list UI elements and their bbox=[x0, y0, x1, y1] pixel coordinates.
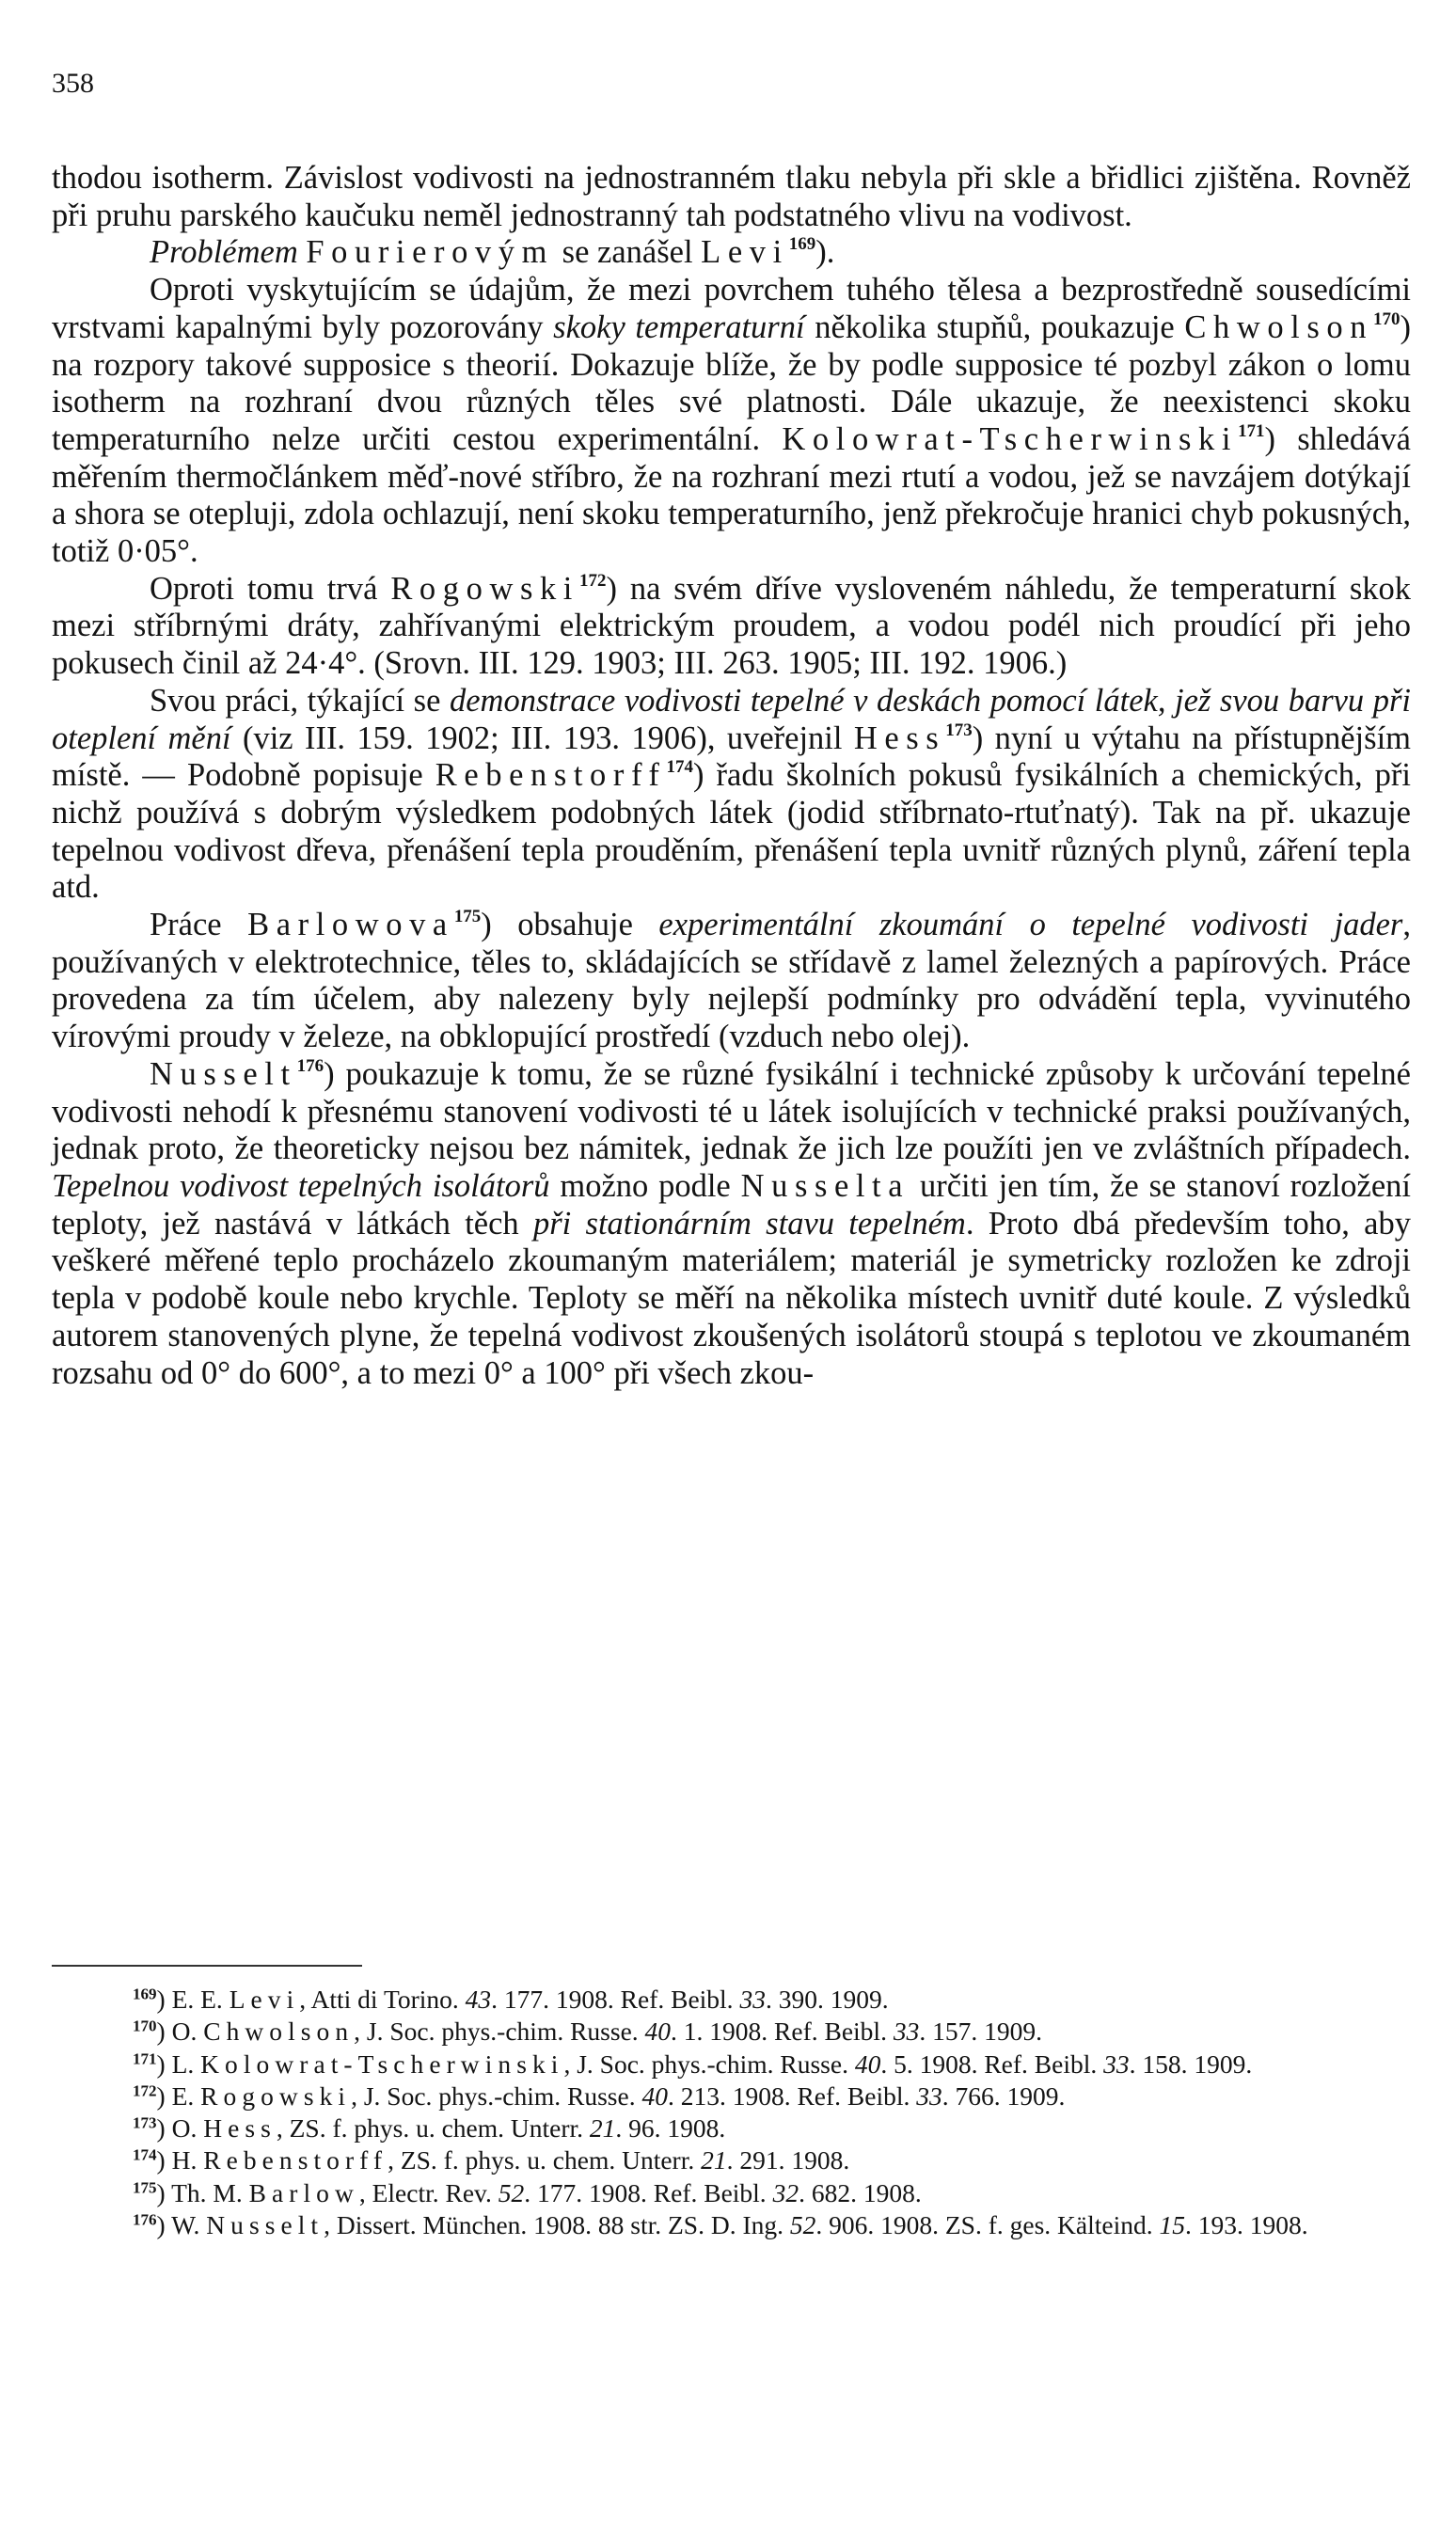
author-name: Fourierovým bbox=[306, 234, 555, 271]
author-name: Barlowova bbox=[247, 907, 454, 943]
text-run: Oproti vyskytujícím se údajům, že mezi povrchem tuhého tělesa a bezprostředně sousedícími vrstvami kapalnými byly pozorovány bbox=[52, 272, 1411, 345]
text-run: ) obsahuje bbox=[481, 907, 659, 943]
footnote-ref: 170 bbox=[133, 2017, 157, 2035]
body-text bbox=[52, 160, 1411, 1392]
italic-text: při stationárním stavu tepelném bbox=[532, 1205, 966, 1242]
footnote-ref: 173 bbox=[945, 720, 973, 740]
footnote-ref: 173 bbox=[133, 2113, 157, 2132]
italic-text: 52 bbox=[498, 2177, 525, 2207]
footnote-ref: 172 bbox=[133, 2081, 157, 2100]
author-name: Hess bbox=[203, 2113, 277, 2143]
text-run: ) E. bbox=[156, 2080, 201, 2111]
text-run: . 213. 1908. Ref. Beibl. bbox=[667, 2080, 917, 2111]
text-run: . 177. 1908. Ref. Beibl. bbox=[491, 1985, 740, 2014]
footnote-ref: 172 bbox=[579, 570, 607, 591]
italic-text: Problémem bbox=[150, 234, 298, 271]
footnote bbox=[52, 2080, 1411, 2112]
footnote bbox=[52, 2177, 1411, 2209]
paragraph bbox=[52, 234, 1411, 272]
text-run: ) O. bbox=[156, 2017, 204, 2047]
text-run: , používaných v elektrotechnice, těles to, skládajících se střídavě z lamel železných a papírových. Práce provedena za tím účelem, aby nalezeny byly nejlepší podmínky pro odvádění tepla, vyvinutého vírovými proudy v železe, na obklopující prostředí (vzduch nebo olej). bbox=[52, 907, 1411, 1055]
footnote bbox=[52, 2049, 1411, 2080]
footnote-ref: 171 bbox=[1238, 420, 1265, 441]
author-name: Barlow bbox=[248, 2177, 359, 2207]
italic-text: 32 bbox=[772, 2177, 799, 2207]
italic-text: 43 bbox=[465, 1985, 492, 2014]
italic-text: experimentální zkoumání o tepelné vodivosti jader bbox=[658, 907, 1403, 943]
text-run: , J. Soc. phys.-chim. Russe. bbox=[354, 2017, 645, 2047]
author-name: Levi bbox=[229, 1985, 300, 2014]
text-run: , J. Soc. phys.-chim. Russe. bbox=[563, 2049, 855, 2079]
text-run: , J. Soc. phys.-chim. Russe. bbox=[351, 2080, 642, 2111]
text-run: , Electr. Rev. bbox=[358, 2177, 499, 2207]
italic-text: 52 bbox=[789, 2210, 816, 2240]
text-run: (viz III. 159. 1902; III. 193. 1906), uveřejnil bbox=[230, 720, 854, 756]
footnote bbox=[52, 2209, 1411, 2241]
text-run: . 682. 1908. bbox=[799, 2177, 922, 2207]
italic-text: Tepelnou vodivost tepelných isolátorů bbox=[52, 1167, 550, 1204]
footnotes bbox=[52, 1984, 1411, 2241]
text-run: Oproti tomu trvá bbox=[150, 570, 391, 607]
text-run: . 1. 1908. Ref. Beibl. bbox=[671, 2017, 894, 2047]
text-run: . 906. 1908. ZS. f. ges. Kälteind. bbox=[815, 2210, 1160, 2240]
italic-text: 21 bbox=[701, 2145, 727, 2175]
text-run: , Atti di Torino. bbox=[299, 1985, 466, 2014]
footnote bbox=[52, 2144, 1411, 2176]
text-run: . 193. 1908. bbox=[1184, 2210, 1308, 2240]
text-run: Práce bbox=[150, 907, 248, 943]
italic-text: 40 bbox=[644, 2017, 672, 2047]
footnote-ref: 174 bbox=[133, 2146, 157, 2165]
footnote-ref: 169 bbox=[133, 1985, 157, 2003]
text-run: , ZS. f. phys. u. chem. Unterr. bbox=[276, 2113, 590, 2143]
footnote-ref: 174 bbox=[666, 757, 693, 778]
footnote-separator bbox=[52, 1965, 362, 1967]
text-run: ) na rozpory takové supposice s theorií. Dokazuje blíže, že by podle supposice té pozbyl zákon o lomu isotherm na rozhraní dvou různých těles své platnosti. Dále ukazuje, že neexistenci skoku temperaturního nelze určiti cestou experimentální. bbox=[52, 308, 1411, 457]
text-run: ) H. bbox=[156, 2145, 204, 2175]
italic-text: 33 bbox=[916, 2080, 942, 2111]
paragraph bbox=[52, 160, 1411, 234]
author-name: Rebenstorff bbox=[435, 757, 667, 794]
author-name: Nusselta bbox=[740, 1167, 910, 1204]
text-run: . 766. 1909. bbox=[942, 2080, 1066, 2111]
italic-text: demonstrace vodivosti tepelné v deskách pomocí látek, jež svou barvu při oteplení mění bbox=[52, 682, 1412, 756]
paragraph bbox=[52, 272, 1411, 571]
text-run: se zanášel bbox=[554, 234, 702, 271]
footnote-ref: 175 bbox=[133, 2178, 157, 2197]
author-name: Nusselt bbox=[150, 1055, 297, 1092]
text-run: . Proto dbá především toho, aby veškeré měřené teplo procházelo zkoumaným materiálem; materiál je symetricky rozložen ke zdroji tepla v podobě koule nebo krychle. Teploty se měří na několika místech uvnitř duté koule. Z výsledků autorem stanovených plyne, že tepelná vodivost zkoušených isolátorů stoupá s teplotou ve zkoumaném rozsahu od 0° do 600°, a to mezi 0° a 100° při všech zkou- bbox=[52, 1205, 1411, 1391]
text-run: možno podle bbox=[549, 1167, 741, 1204]
text-run: několika stupňů, poukazuje bbox=[804, 308, 1185, 345]
italic-text: 15 bbox=[1159, 2210, 1185, 2240]
text-run: ) řadu školních pokusů fysikálních a chemických, při nichž používá s dobrým výsledkem podobných látek (jodid stříbrnato-rtuťnatý). Tak na př. ukazuje tepelnou vodivost dřeva, přenášení tepla prouděním, přenášení tepla uvnitř různých plynů, záření tepla atd. bbox=[52, 757, 1412, 906]
text-run: . 158. 1909. bbox=[1129, 2049, 1253, 2079]
text-run: . 96. 1908. bbox=[615, 2113, 726, 2143]
text-run: ). bbox=[815, 234, 835, 271]
text-run: ) nyní u výtahu na přístupnějším místě. — Podobně popisuje bbox=[52, 720, 1411, 794]
italic-text: skoky temperaturní bbox=[553, 308, 805, 345]
author-name: Rogowski bbox=[200, 2080, 352, 2111]
page-number: 358 bbox=[52, 68, 94, 99]
text-run: ) W. bbox=[156, 2210, 207, 2240]
author-name: Hess bbox=[853, 720, 946, 756]
footnote bbox=[52, 2016, 1411, 2048]
footnote bbox=[52, 2112, 1411, 2144]
italic-text: 21 bbox=[589, 2113, 616, 2143]
text-run: ) E. E. bbox=[156, 1985, 229, 2014]
author-name: Rebenstorff bbox=[203, 2145, 388, 2175]
italic-text: 33 bbox=[739, 1985, 766, 2014]
paragraph bbox=[52, 907, 1411, 1056]
footnote bbox=[52, 1984, 1411, 2016]
paragraph bbox=[52, 1056, 1411, 1392]
italic-text: 40 bbox=[641, 2080, 668, 2111]
text-run: ) O. bbox=[156, 2113, 204, 2143]
author-name: Nusselt bbox=[206, 2210, 324, 2240]
text-run: ) shledává měřením thermočlánkem měď-nové stříbro, že na rozhraní mezi rtutí a vodou, jež se navzájem dotýkají a shora se otepluji, zdola ochlazují, není skoku temperaturního, jenž překročuje hranici chyb pokusných, totiž 0·05°. bbox=[52, 420, 1411, 570]
text-run: . 177. 1908. Ref. Beibl. bbox=[524, 2177, 773, 2207]
footnote-ref: 169 bbox=[788, 234, 816, 255]
text-run: ) poukazuje k tomu, že se různé fysikální i technické způsoby k určování tepelné vodivosti nehodí k přesnému stanovení vodivosti té u látek isolujících v technické praksi používaných, jednak proto, že theoreticky nejsou bez námitek, jednak že jich lze použíti jen ve zvláštních případech. bbox=[52, 1055, 1411, 1167]
italic-text: 33 bbox=[1103, 2049, 1130, 2079]
text-run: Svou práci, týkající se bbox=[150, 682, 450, 719]
italic-text: 40 bbox=[854, 2049, 881, 2079]
text-run: . 157. 1909. bbox=[919, 2017, 1042, 2047]
text-run: . 390. 1909. bbox=[765, 1985, 889, 2014]
author-name: Kolowrat-Tscherwinski bbox=[782, 420, 1239, 457]
text-run: . 291. 1908. bbox=[726, 2145, 850, 2175]
text-run: . 5. 1908. Ref. Beibl. bbox=[880, 2049, 1104, 2079]
text-run: , Dissert. München. 1908. 88 str. ZS. D. Ing. bbox=[324, 2210, 790, 2240]
footnote-ref: 175 bbox=[453, 906, 482, 926]
footnote-ref: 170 bbox=[1373, 308, 1401, 329]
author-name: Chwolson bbox=[203, 2017, 355, 2047]
footnote-ref: 171 bbox=[133, 2049, 157, 2068]
text-run: thodou isotherm. Závislost vodivosti na jednostranném tlaku nebyla při skle a břidlici zjištěna. Rovněž při pruhu parského kaučuku neměl jednostranný tah podstatného vlivu na vodivost. bbox=[52, 160, 1411, 233]
author-name: Chwolson bbox=[1184, 308, 1374, 345]
paragraph bbox=[52, 571, 1411, 683]
author-name: Rogowski bbox=[390, 570, 579, 607]
text-run: ) Th. M. bbox=[156, 2177, 249, 2207]
text-run: určiti jen tím, že se stanoví rozložení teploty, jež nastává v látkách těch bbox=[52, 1167, 1411, 1242]
text-run: ) L. bbox=[156, 2049, 201, 2079]
paragraph bbox=[52, 683, 1411, 907]
author-name: Levi bbox=[701, 234, 789, 271]
text-run: ) na svém dříve vysloveném náhledu, že temperaturní skok mezi stříbrnými dráty, zahřívanými elektrickým proudem, a vodou podél nich proudící při jeho pokusech činil až 24·4°. (Srovn. III. 129. 1903; III. 263. 1905; III. 192. 1906.) bbox=[52, 570, 1411, 682]
italic-text: 33 bbox=[893, 2017, 920, 2047]
author-name: Kolowrat-Tscherwinski bbox=[200, 2049, 564, 2079]
footnote-ref: 176 bbox=[133, 2210, 157, 2229]
text-run: , ZS. f. phys. u. chem. Unterr. bbox=[388, 2145, 702, 2175]
footnote-ref: 176 bbox=[296, 1055, 324, 1076]
